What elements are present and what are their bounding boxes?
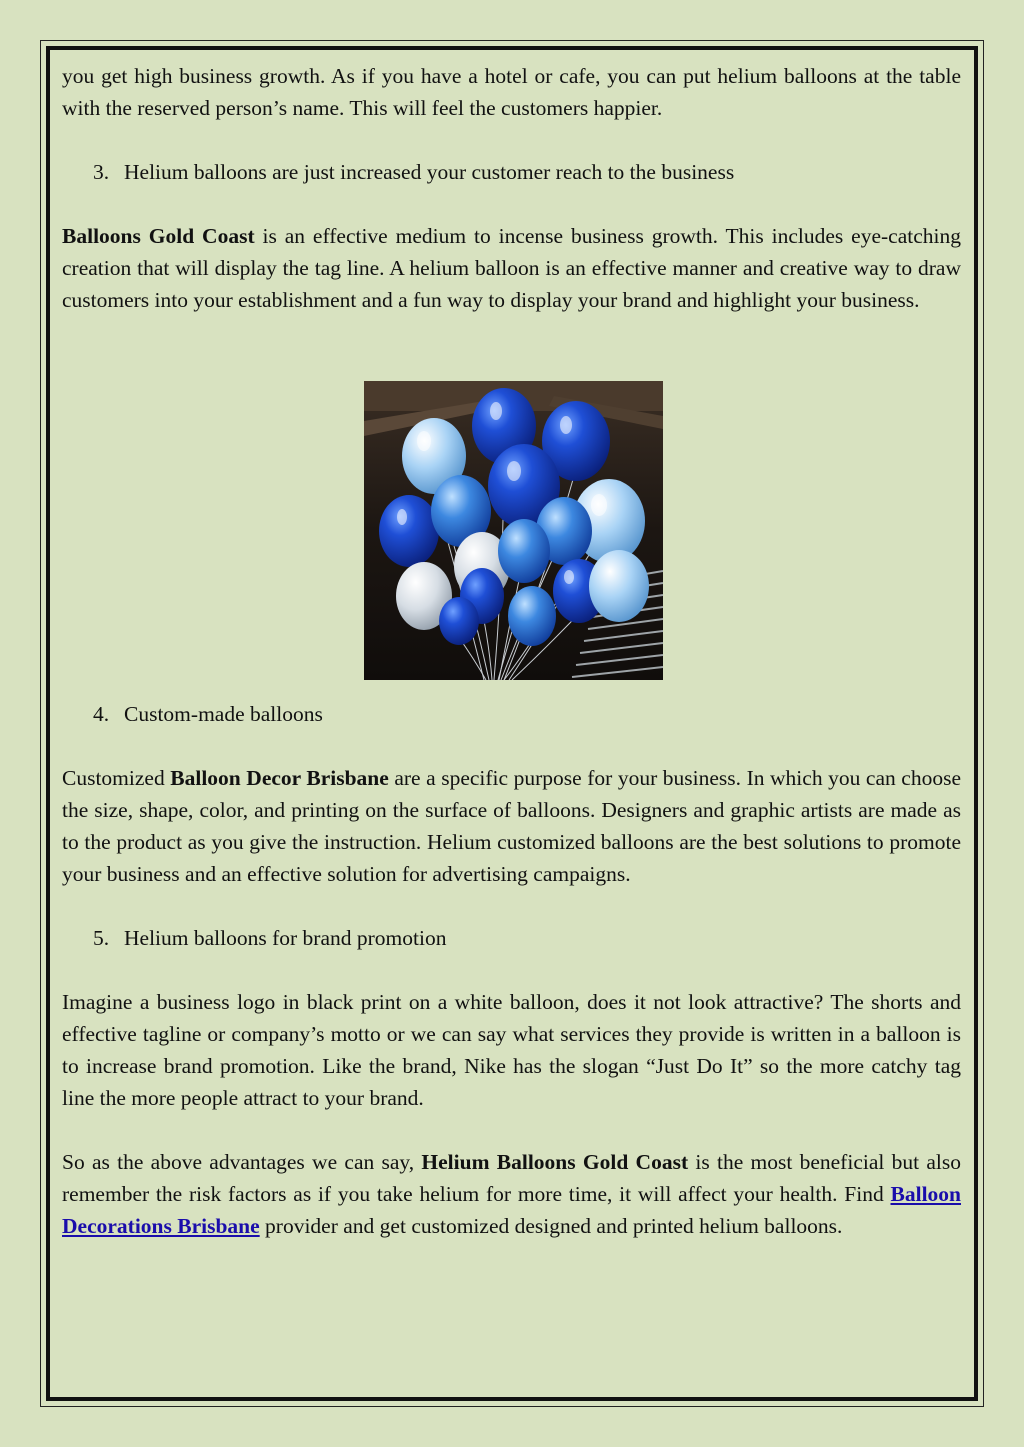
bold-term: Balloons Gold Coast bbox=[62, 224, 255, 248]
list-item-3 bbox=[62, 156, 961, 188]
list-text: Helium balloons are just increased your customer reach to the business bbox=[124, 160, 735, 184]
list-item-4 bbox=[62, 698, 961, 730]
balloon-decor-paragraph bbox=[62, 762, 961, 890]
bold-term: Helium Balloons Gold Coast bbox=[421, 1150, 689, 1174]
balloons-gold-coast-paragraph bbox=[62, 220, 961, 316]
list-number: 5. bbox=[93, 926, 110, 950]
paragraph-text: provider and get customized designed and printed helium balloons. bbox=[259, 1214, 843, 1238]
list-text: Helium balloons for brand promotion bbox=[124, 926, 447, 950]
paragraph-text: are a specific purpose for your business. In which you can choose the size, shape, color, and printing on the surface of balloons. Designers and graphic artists are made as to the product as you give the instruction. Helium customized balloons are the best solutions to promote your business and an effective solution for advertising campaigns. bbox=[62, 766, 961, 886]
paragraph-text: is an effective medium to incense business growth. This includes eye-catching creation that will display the tag line. A helium balloon is an effective manner and creative way to draw customers into your establishment and a fun way to display your brand and highlight your business. bbox=[62, 224, 961, 312]
conclusion-paragraph bbox=[62, 1146, 961, 1242]
bold-term: Balloon Decor Brisbane bbox=[170, 766, 389, 790]
list-number: 4. bbox=[93, 702, 110, 726]
brand-promotion-paragraph: Imagine a business logo in black print on a white balloon, does it not look attractive? The shorts and effective tagline or company’s motto or we can say what services they provide is written in a balloon is to increase brand promotion. Like the brand, Nike has the slogan “Just Do It” so the more catchy tag line the more people attract to your brand. bbox=[62, 990, 961, 1110]
paragraph-lead: So as the above advantages we can say, bbox=[62, 1150, 422, 1174]
paragraph-lead: Customized bbox=[62, 766, 171, 790]
list-text: Custom-made balloons bbox=[124, 702, 323, 726]
balloons-photo bbox=[364, 381, 663, 680]
paragraph-text: is the most beneficial but also remember the risk factors as if you take helium for more time, it will affect your health. Find bbox=[62, 1150, 961, 1206]
balloon-decorations-brisbane-link[interactable]: Balloon Decorations Brisbane bbox=[62, 1182, 961, 1238]
intro-paragraph: you get high business growth. As if you have a hotel or cafe, you can put helium balloons at the table with the reserved person’s name. This will feel the customers happier. bbox=[62, 64, 961, 120]
list-item-5 bbox=[62, 922, 961, 954]
list-number: 3. bbox=[93, 160, 110, 184]
